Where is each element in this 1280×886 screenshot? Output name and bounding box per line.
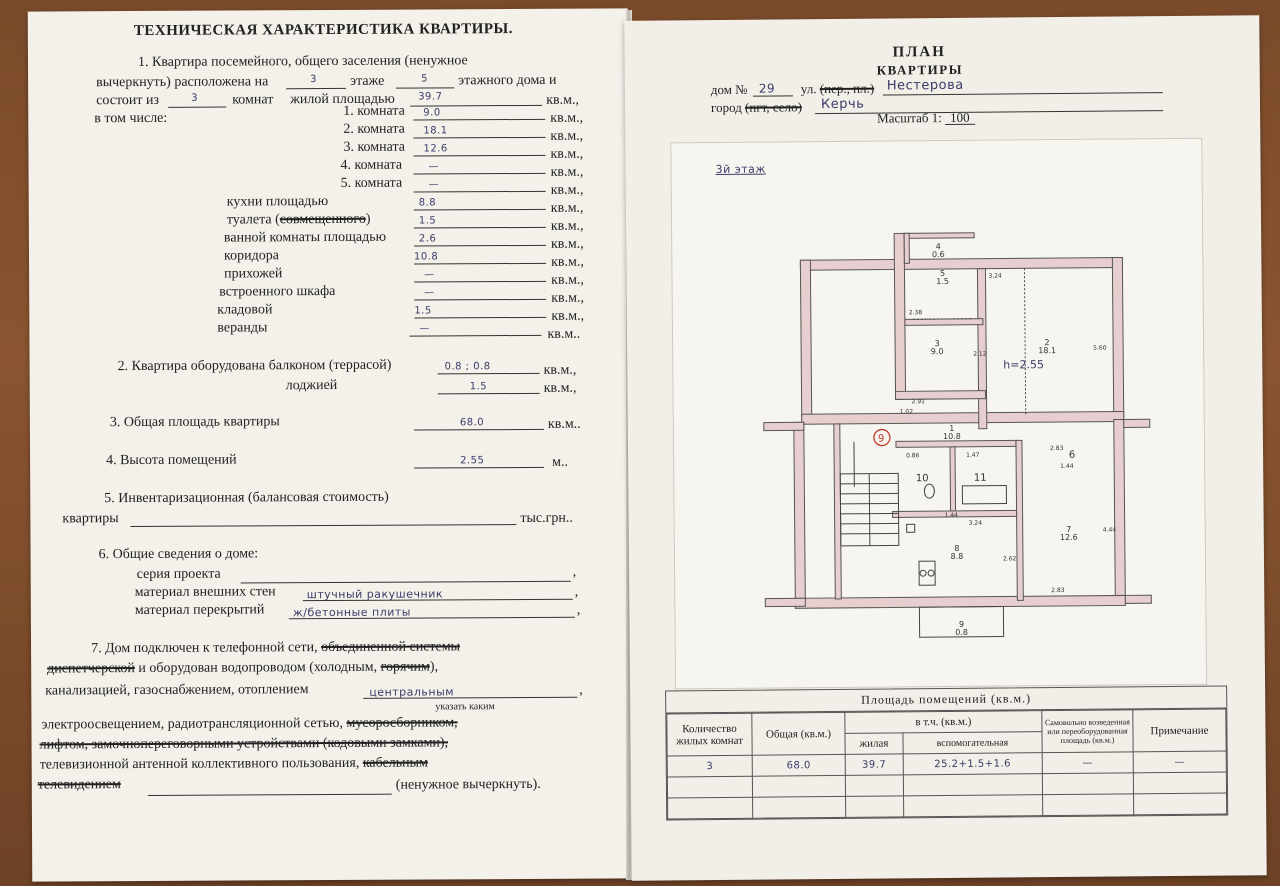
plan-room-label: 10 [915, 473, 929, 485]
plan-dimension: 1.47 [966, 451, 980, 459]
section2-loggia: лоджией [285, 377, 338, 394]
plan-dimension: 5.60 [1093, 344, 1107, 352]
unit: кв.м., [551, 272, 584, 288]
row-closet-value: — [424, 287, 435, 299]
plan-dimension: 3.24 [968, 519, 983, 527]
unit: кв.м., [550, 236, 584, 252]
plan-dimension: 2.62 [1002, 555, 1017, 563]
plan-title: ПЛАН [892, 43, 946, 61]
plan-room-label: 1 [949, 423, 955, 433]
area-table [665, 686, 1228, 821]
td-rooms: 3 [667, 755, 752, 777]
unit: кв.м., [550, 146, 584, 162]
plan-room-label: 6 [1068, 449, 1076, 461]
row-storage-value: 1.5 [414, 305, 432, 317]
plan-dimension: 1.44 [1060, 462, 1074, 470]
plan-room-area: 0.6 [931, 249, 945, 260]
doc-title: ТЕХНИЧЕСКАЯ ХАРАКТЕРИСТИКА КВАРТИРЫ. [133, 21, 514, 40]
plan-dimension: 2.38 [908, 309, 923, 317]
section6-title: 6. Общие сведения о доме: [98, 546, 259, 563]
row-kitchen-label: кухни площадью [226, 194, 329, 210]
floors-value: ж/бетонные плиты [292, 605, 412, 620]
section7-line2: диспетчерской и оборудован водопроводом (холодным, горячим), [47, 659, 439, 677]
scale-label: Масштаб 1: [877, 110, 942, 126]
plan-dimension: 2.91 [911, 398, 925, 406]
section7-line4: электроосвещением, радиотрансляционной сетью, мусоросборником, [41, 715, 458, 733]
right-page [624, 15, 1266, 881]
section7-line3: канализацией, газоснабжением, отоплением [45, 682, 309, 699]
th-rooms: Количество жилых комнат [667, 713, 752, 756]
plan-subtitle: КВАРТИРЫ [876, 61, 964, 78]
row-hall-value: — [424, 269, 435, 281]
th-aux: вспомогательная [903, 732, 1042, 754]
plan-room-label: 11 [973, 472, 987, 484]
td-aux: 25.2+1.5+1.6 [903, 753, 1042, 775]
plan-room-label: 7 [1066, 524, 1072, 534]
unit: м.. [552, 454, 568, 470]
plan-dimension: 3.24 [988, 272, 1002, 280]
unit: кв.м., [543, 362, 577, 378]
section7-line6: телевизионной антенной коллективного пользования, кабельным [39, 755, 428, 773]
td-living: 39.7 [845, 754, 903, 776]
plan-dimension: 1.02 [899, 408, 914, 416]
plan-room-label: 2 [1044, 338, 1050, 348]
row-kitchen-value: 8.8 [418, 197, 437, 209]
section7-line5: лифтом, замочнопереговорными устройствами (кодовыми замками), [39, 735, 449, 753]
unit: кв.м.. [547, 416, 581, 432]
row-room1-label: 1. комната [343, 103, 405, 119]
row-corridor-label: коридора [223, 248, 279, 264]
section1-line1: 1. Квартира посемейного, общего заселения (ненужное [137, 53, 468, 70]
section5-unit: тыс.грн.. [520, 510, 573, 527]
loggia-value: 1.5 [469, 381, 488, 393]
living-area-value: 39.7 [418, 91, 443, 103]
section6-walls: материал внешних стен [134, 584, 276, 601]
section2-balcony: 2. Квартира оборудована балконом (террасой) [117, 357, 392, 375]
street-value: Нестерова [886, 77, 964, 94]
row-corridor-value: 10.8 [413, 251, 439, 263]
unit: кв.м., [550, 128, 584, 144]
row-room4-value: — [428, 161, 440, 173]
plan-height-note: h=2.55 [1003, 358, 1045, 372]
plan-dimension: 2.83 [1051, 586, 1065, 595]
unit: кв.м., [543, 380, 577, 396]
section1-line3c: жилой площадью [290, 91, 395, 108]
row-room5-label: 5. комната [340, 175, 403, 191]
heating-value: центральным [369, 685, 455, 699]
unit: кв.м., [546, 92, 580, 108]
td-total: 68.0 [752, 754, 845, 776]
plan-room-area: 18.1 [1038, 346, 1057, 356]
plan-dimension: 4.44 [1102, 526, 1117, 534]
unit: кв.м., [550, 110, 584, 126]
unit: кв.м.. [547, 326, 581, 342]
section5-apartment: квартиры [62, 511, 119, 527]
plan-room-area: 12.6 [1059, 532, 1078, 543]
left-page: ТЕХНИЧЕСКАЯ ХАРАКТЕРИСТИКА КВАРТИРЫ. 1. Квартира посемейного, общего заселения (ненужное вычеркнуть) расположена на 3 этаже 5 этажного дома и состоит из 3 комнат жилой площадью 39.7 кв.м., в том числе: 1. комната 9.0 кв.м., 2. комната 18.1 кв.м., 3. комната 12.6 кв.м., 4. комната — кв.м., 5. комната — кв.м., кухни площадью 8.8 кв.м., туалета (совмещенного) 1.5 кв.м., ванной комнаты площадью 2.6 кв.м., коридора 10.8 кв.м., прихожей — кв.м., встроенного шкафа — кв.м., кладовой 1.5 кв.м., веранды — кв.м.. 2. Квартира оборудована балконом (террасой) 0.8 ; 0.8 кв.м., лоджией 1.5 кв.м., 3. Общая площадь квартиры 68.0 кв.м.. 4. Высота помещений 2.55 м.. 5. Инвентаризационная (балансовая стоимость) квартиры тыс.грн.. 6. Общие сведения о доме: серия проекта , материал внешних стен штучный ракушечник , материал перекрытий ж/бетонные плиты , 7. Дом подключен к телефонной сети, объединенной системы диспетчерской и оборудован водопроводом (холодным, горячим), канализацией, газоснабжением, отоплением центральным , указать каким электроосвещением, радиотрансляционной сетью, мусоросборником, лифтом, замочнопереговорными устройствами (кодовыми замками), телевизионной антенной коллективного пользования, кабельным телевидением (ненужное вычеркнуть). [28, 8, 633, 881]
total-area-value: 68.0 [459, 417, 485, 429]
plan-dimension: 1.44 [944, 511, 958, 520]
walls-value: штучный ракушечник [306, 587, 444, 602]
row-bath-label: ванной комнаты площадью [223, 229, 387, 246]
section5-value: 5. Инвентаризационная (балансовая стоимость) [104, 489, 389, 507]
row-closet-label: встроенного шкафа [219, 283, 336, 300]
section1-incl: в том числе: [94, 110, 168, 127]
row-storage-label: кладовой [217, 302, 273, 318]
floor-plan-sheet [670, 138, 1207, 690]
plan-room-area: 9.0 [930, 347, 944, 357]
street-label: ул. (пер., пл.) [800, 80, 875, 97]
row-room2-value: 18.1 [423, 125, 448, 137]
td-rebuilt: — [1042, 752, 1133, 774]
plan-dimension: 0.86 [906, 452, 920, 460]
row-room1-value: 9.0 [423, 107, 441, 119]
unit: кв.м., [551, 290, 585, 306]
section6-floors: материал перекрытий [134, 602, 265, 619]
plan-room-label: 3 [934, 339, 940, 349]
row-room3-label: 3. комната [343, 139, 406, 155]
scale-value: 100 [950, 109, 970, 125]
floor-plan-drawing [671, 139, 1206, 689]
th-living: жилая [845, 733, 903, 755]
plan-circle-mark: 9 [877, 433, 885, 445]
balcony-value: 0.8 ; 0.8 [444, 361, 491, 373]
th-rebuilt: Самовольно возведенная или переоборудованная площадь (кв.м.) [1042, 710, 1133, 753]
floor-value: 3 [310, 74, 317, 86]
row-room4-label: 4. комната [340, 157, 403, 173]
unit: кв.м., [551, 308, 585, 324]
section1-line2a: вычеркнуть) расположена на [96, 74, 269, 91]
th-incl: в т.ч. (кв.м.) [845, 711, 1042, 734]
section1-line3b: комнат [232, 92, 274, 108]
house-number: 29 [758, 81, 776, 96]
rooms-value: 3 [191, 92, 199, 104]
section7-line1: 7. Дом подключен к телефонной сети, объединенной системы [91, 639, 461, 657]
floors-total-value: 5 [421, 73, 428, 85]
plan-room-area: 8.8 [950, 551, 964, 561]
section4-height: 4. Высота помещений [106, 452, 237, 469]
section1-line3a: состоит из [96, 92, 160, 109]
unit: кв.м., [550, 182, 584, 198]
row-room3-value: 12.6 [423, 143, 448, 155]
row-veranda-value: — [419, 323, 430, 335]
row-toilet-value: 1.5 [418, 215, 437, 227]
plan-room-label: 5 [939, 268, 946, 279]
row-room5-value: — [428, 179, 440, 191]
city-value: Керчь [820, 96, 865, 113]
row-veranda-label: веранды [217, 320, 268, 336]
height-value: 2.55 [460, 455, 485, 467]
plan-room-area: 10.8 [942, 431, 961, 442]
row-hall-label: прихожей [224, 266, 283, 282]
section7-line7: телевидением [37, 777, 121, 793]
section1-line2b: этаже [350, 73, 385, 89]
plan-room-area: 0.8 [955, 627, 969, 637]
unit: кв.м., [550, 164, 584, 180]
plan-room-label: 4 [935, 242, 941, 252]
section1-line2c: этажного дома и [458, 72, 557, 89]
row-bath-value: 2.6 [418, 233, 437, 245]
section3-total: 3. Общая площадь квартиры [109, 414, 280, 431]
floor-note: 3й этаж [715, 162, 766, 176]
td-note: — [1133, 751, 1226, 773]
plan-room-label: 9 [958, 619, 965, 629]
plan-dimension: 2.83 [1049, 444, 1064, 453]
th-total: Общая (кв.м.) [752, 712, 845, 755]
unit: кв.м., [551, 254, 584, 270]
section6-series: серия проекта [136, 566, 221, 583]
plan-room-label: 8 [954, 543, 960, 553]
unit: кв.м., [550, 218, 584, 234]
city-label: город (пгт, село) [710, 99, 802, 116]
plan-room-area: 1.5 [936, 276, 949, 287]
unit: кв.м., [550, 200, 584, 216]
section7-line7b: (ненужное вычеркнуть). [395, 776, 541, 793]
section7-hint: указать каким [435, 701, 495, 713]
table-caption: Площадь помещений (кв.м.) [666, 687, 1226, 714]
th-note: Примечание [1133, 709, 1226, 752]
plan-dimension: 2.12 [973, 350, 987, 358]
row-room2-label: 2. комната [343, 121, 405, 137]
house-label: дом № [710, 81, 748, 98]
row-toilet-label: туалета (совмещенного) [226, 211, 371, 228]
